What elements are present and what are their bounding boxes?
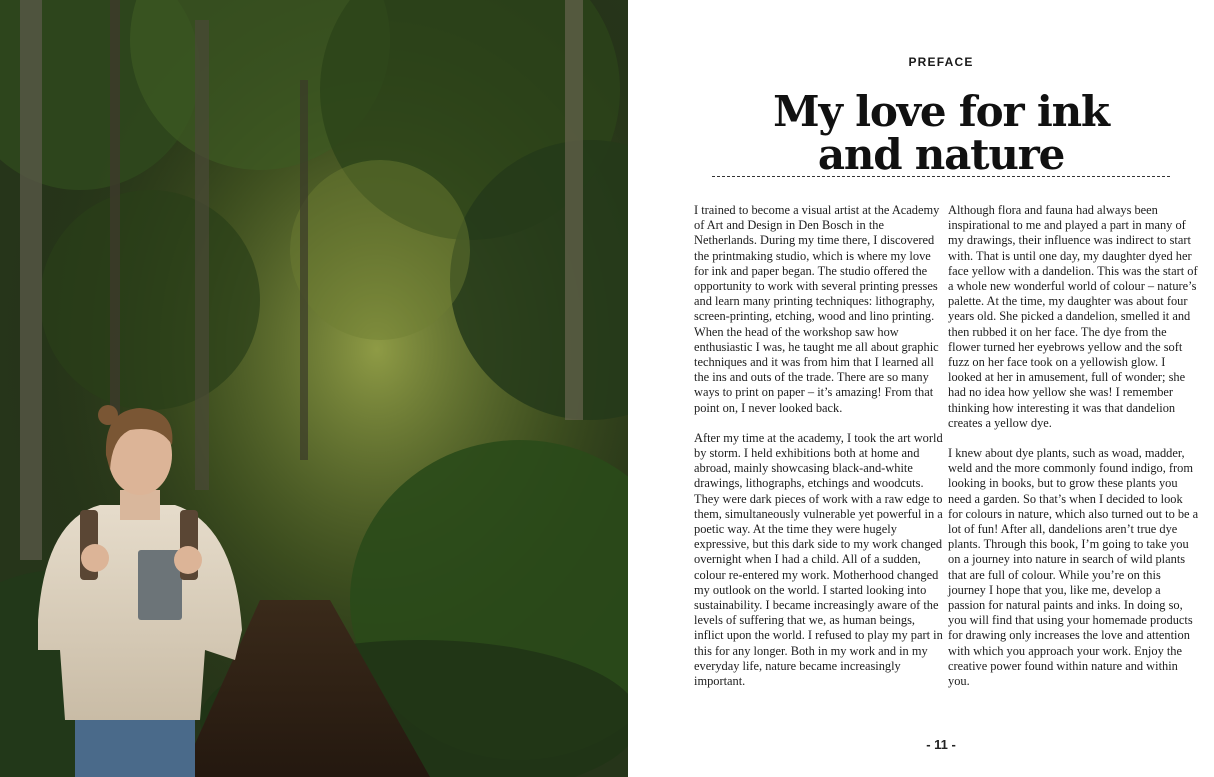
page-number: - 11 - <box>926 737 956 752</box>
section-kicker: PREFACE <box>908 55 974 69</box>
page-title <box>713 87 1169 179</box>
text-column-left <box>694 203 946 704</box>
paragraph: I knew about dye plants, such as woad, madder, weld and the more commonly found indigo, from looking in books, but to grow these plants you need a garden. So that’s when I decided to look for colours in nature, which also turned out to be a lot of fun! After all, dandelions aren’t true dye plants. Through this book, I’m going to take you on a journey into nature in search of wild plants that are full of colour. While you’re on this journey I hope that you, like me, develop a passion for natural paints and inks. In doing so, you will find that using your homemade products for drawing only increases the love and attention with which you approach your work. Enjoy the creative power found within nature and within you. <box>948 446 1199 689</box>
paragraph: After my time at the academy, I took the art world by storm. I held exhibitions both at home and abroad, mainly showcasing black-and-white drawings, lithographs, etchings and woodcuts. They were dark pieces of work with a raw edge to them, simultaneously vulnerable yet powerful in a poetic way. At the time they were hugely expressive, but this dark side to my work changed overnight when I had a child. All of a sudden, colour re-entered my work. Motherhood changed my outlook on the world. I started looking into sustainability. I became increasingly aware of the levels of suffering that we, as human beings, inflict upon the world. I refused to play my part in this for any longer. Both in my work and in my everyday life, nature became increasingly important. <box>694 430 943 689</box>
preface-page <box>628 0 1214 777</box>
paragraph: I trained to become a visual artist at the Academy of Art and Design in Den Bosch in the Netherlands. During my time there, I discovered the printmaking studio, which is where my love for ink and paper began. The studio offered the opportunity to work with several printing presses and learn many printing techniques: lithography, screen-printing, etching, wood and lino printing. When the head of the workshop saw how enthusiastic I was, he taught me all about graphic techniques and it was from him that I learned all the ins and outs of the trade. There are so many ways to print on paper – it’s amazing! From that point on, I never looked back. <box>694 203 940 415</box>
paragraph: Although flora and fauna had always been inspirational to me and played a part in many of my drawings, their influence was indirect to start with. That is until one day, my daughter dyed her face yellow with a dandelion. This was the start of a whole new wonderful world of colour – nature’s palette. At the time, my daughter was about four years old. She picked a dandelion, smelled it and then rubbed it on her face. The dye from the flower turned her eyebrows yellow and the soft fuzz on her face took on a yellowish glow. I looked at her in amusement, full of wonder; she had no idea how yellow she was! I remember thinking how interesting it was that dandelion creates a yellow dye. <box>948 203 1198 430</box>
text-column-right <box>948 203 1200 704</box>
title-divider <box>712 176 1170 177</box>
title-line-2: and nature <box>817 130 1065 179</box>
title-line-1: My love for ink <box>773 87 1109 136</box>
